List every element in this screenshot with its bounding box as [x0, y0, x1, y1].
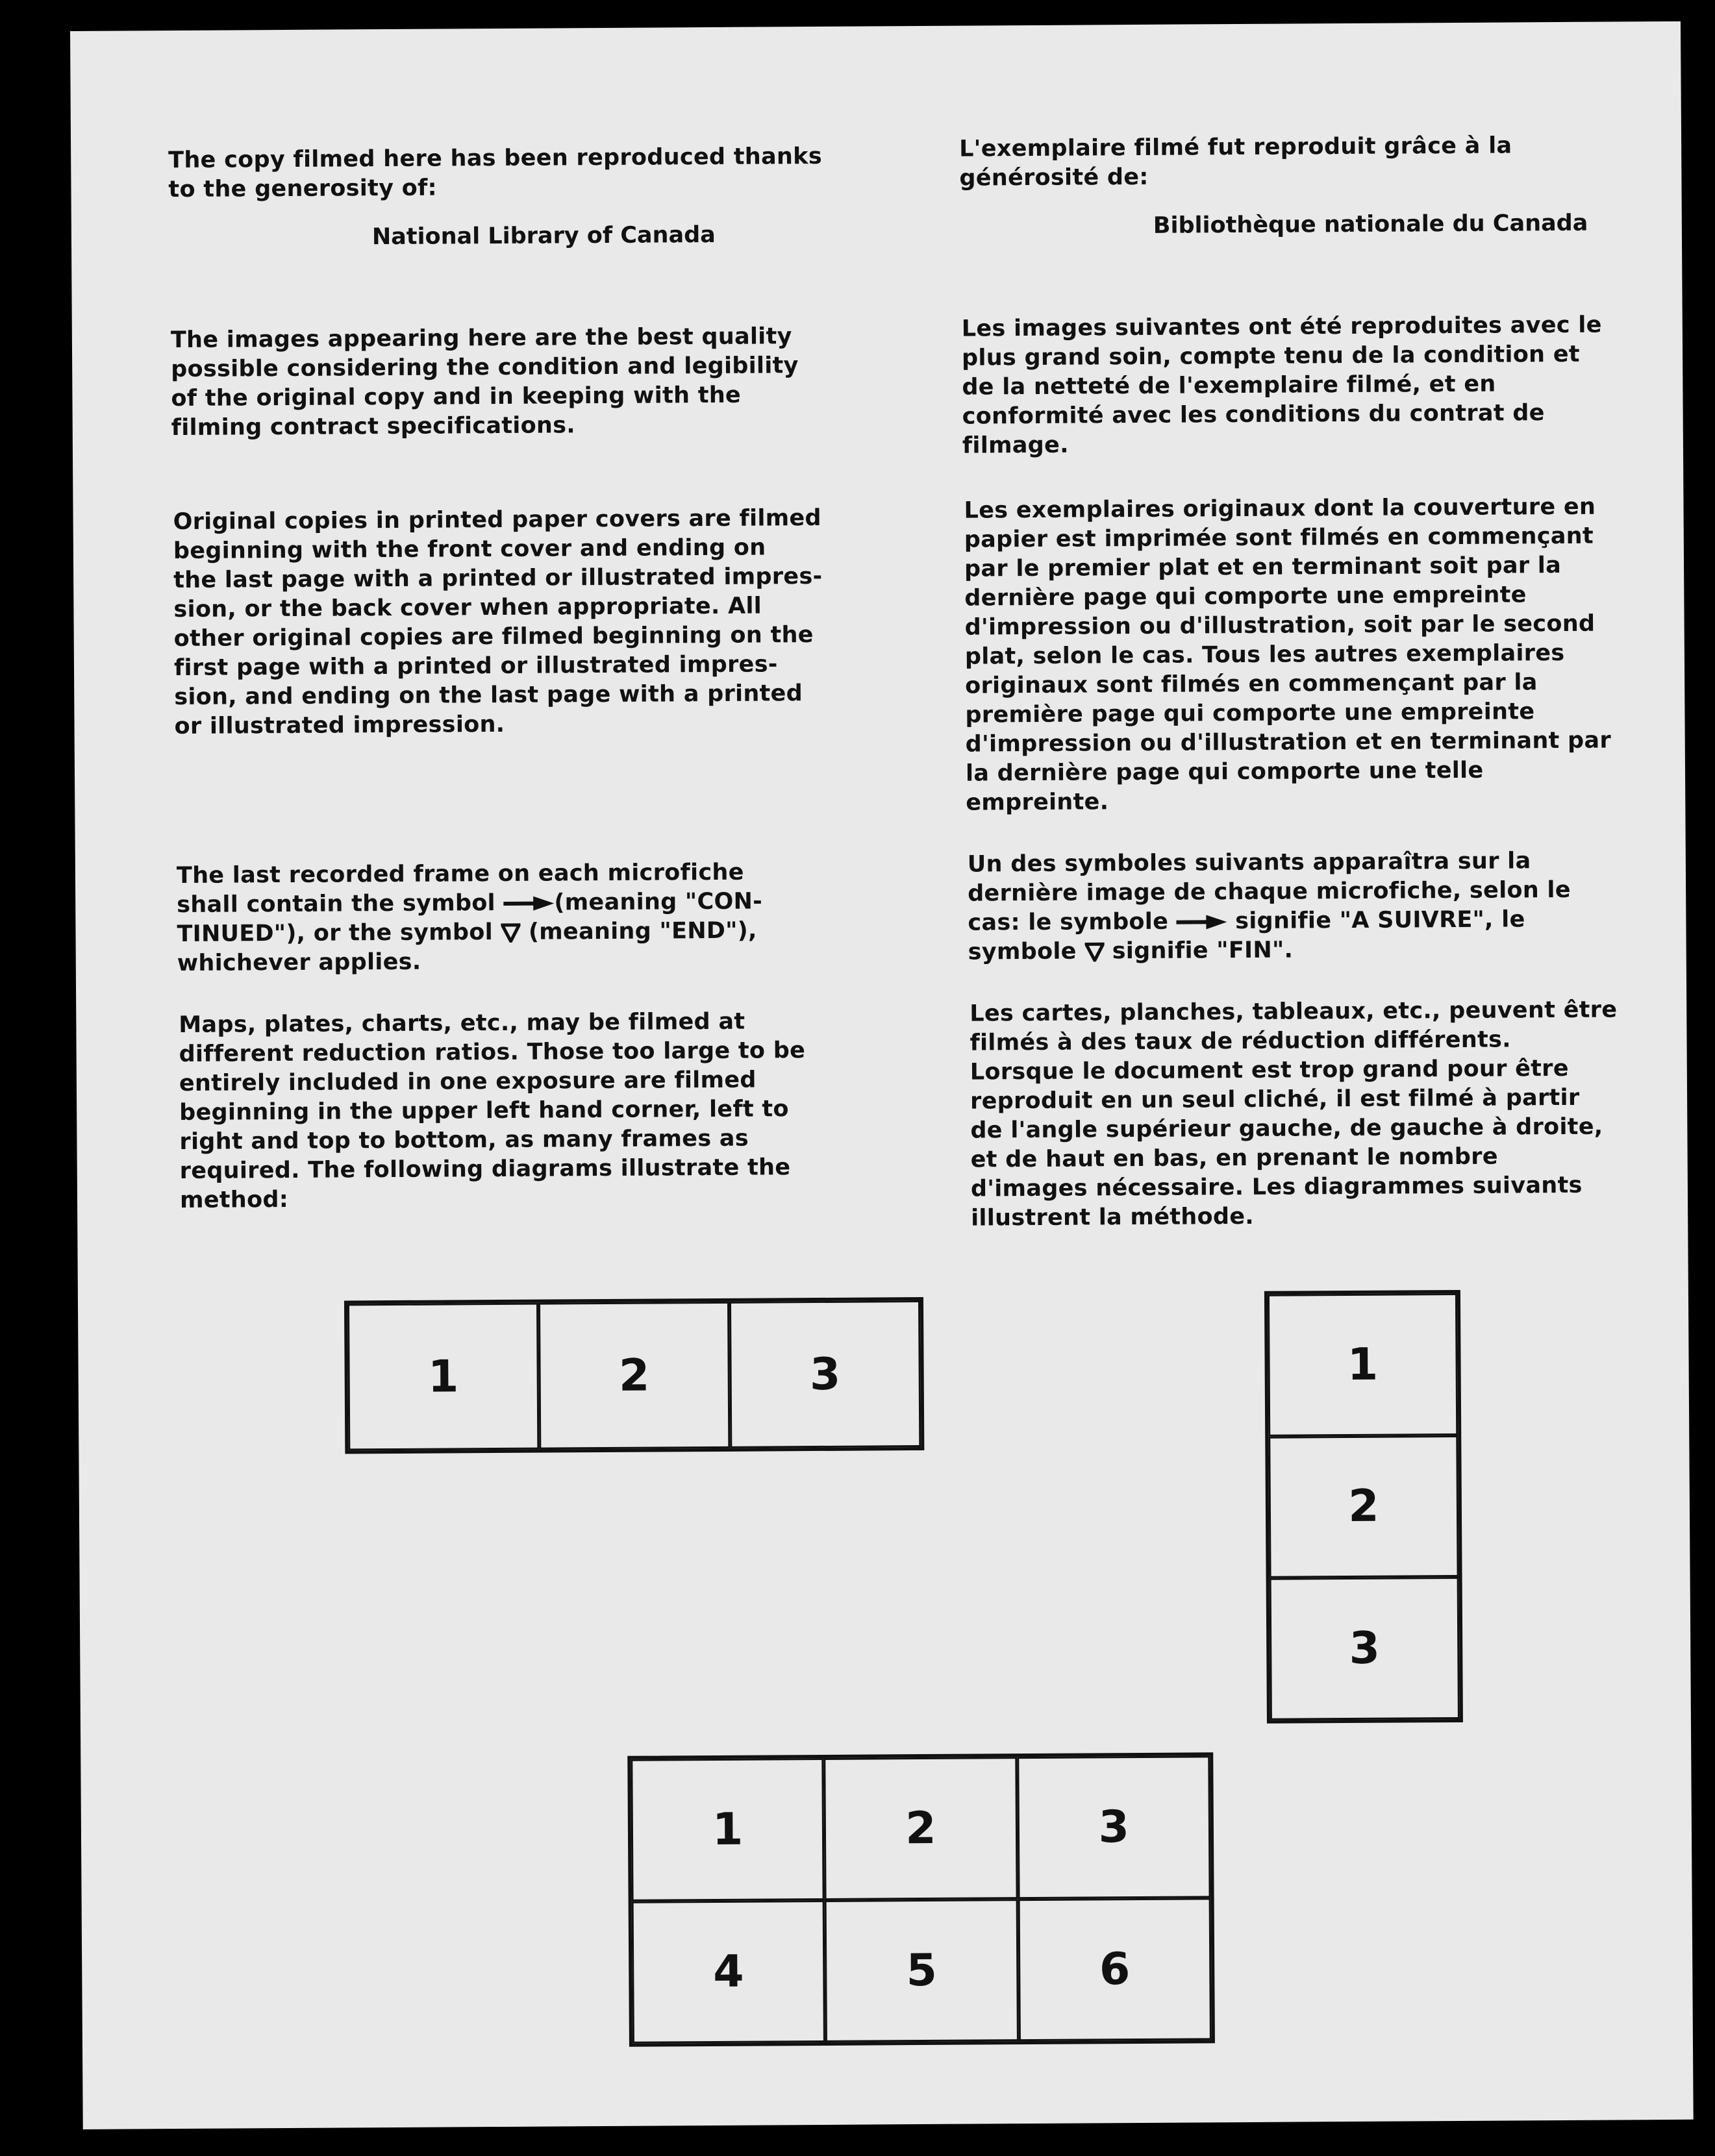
diagram-horizontal-strip — [344, 1297, 924, 1454]
en-symbols-text-1: The last recorded frame on each microfiche shall contain the symbol — [176, 859, 744, 919]
en-library-name: National Library of Canada — [371, 221, 716, 251]
en-symbols-paragraph — [177, 858, 763, 979]
en-originals-paragraph: Original copies in printed paper covers are filmed beginning with the front cover and ending on the last page with a printed or illustrated impres- sion, or the back cover when appropriate. All other original copies are filmed beginning on the first page with a printed or illustrated impres- sion, and ending on the last page with a printed or illustrated impression. — [173, 504, 823, 740]
down-triangle-icon — [501, 923, 520, 943]
fr-symbols-text-3: signifie "FIN". — [1104, 937, 1294, 965]
fr-originals-paragraph: Les exemplaires originaux dont la couverture en papier est imprimée sont filmés en commençant par le premier plat et en terminant soit par la dernière page qui comporte une empreinte d'impression ou d'illustration, soit par le second plat, selon le cas. Tous les autres exemplaires originaux sont filmés en commençant par la première page qui comporte une empreinte d'impression ou d'illustration et en terminant par la dernière page qui comporte une telle empreinte. — [964, 493, 1612, 816]
frame-cell: 5 — [825, 1899, 1019, 2042]
frame-cell: 1 — [347, 1303, 539, 1451]
frame-cell: 1 — [631, 1758, 825, 1902]
en-symbols-text-3: (meaning "END"), whichever applies. — [177, 917, 757, 977]
frame-cell: 2 — [538, 1302, 730, 1450]
frame-cell: 3 — [1270, 1577, 1460, 1720]
en-maps-paragraph: Maps, plates, charts, etc., may be filmed at different reduction ratios. Those too large to be entirely included in one exposure are filmed beginning in the upper left hand corner, left to right and top to bottom, as many frames as required. The following diagrams illustrate the method: — [179, 1008, 806, 1214]
right-arrow-icon — [1177, 914, 1227, 930]
right-arrow-icon — [503, 895, 554, 911]
frame-cell: 3 — [729, 1300, 921, 1448]
diagram-vertical-strip — [1264, 1290, 1463, 1724]
fr-quality-paragraph: Les images suivantes ont été reproduites avec le plus grand soin, compte tenu de la condition et de la netteté de l'exemplaire filmé, et en conformité avec les conditions du contrat de filmage. — [961, 312, 1602, 459]
frame-cell: 6 — [1018, 1898, 1212, 2041]
en-thanks: The copy filmed here has been reproduced thanks to the generosity of: — [168, 143, 823, 203]
en-symbols-text-2: (meaning "CON- TINUED"), or the symbol — [177, 888, 763, 948]
en-quality-paragraph: The images appearing here are the best quality possible considering the condition and legibility of the original copy and in keeping with the filming contract specifications. — [170, 323, 799, 441]
fr-symbols-text-1: Un des symboles suivants apparaîtra sur la dernière image de chaque microfiche, selon le cas: le symbole — [967, 848, 1571, 936]
frame-cell: 2 — [1268, 1435, 1458, 1578]
fr-symbols-paragraph — [968, 847, 1571, 967]
fr-library-name: Bibliothèque nationale du Canada — [1153, 210, 1588, 239]
diagram-grid — [627, 1752, 1215, 2047]
frame-cell: 3 — [1017, 1755, 1211, 1899]
frame-cell: 2 — [824, 1757, 1018, 1900]
fr-symbols-text-2: signifie "A SUIVRE", le symbole — [968, 906, 1525, 965]
filming-notice-page — [70, 21, 1694, 2129]
fr-thanks: L'exemplaire filmé fut reproduit grâce à la générosité de: — [959, 132, 1512, 192]
frame-cell: 4 — [632, 1900, 826, 2044]
down-triangle-icon — [1084, 942, 1104, 961]
fr-maps-paragraph: Les cartes, planches, tableaux, etc., peuvent être filmés à des taux de réduction différents. Lorsque le document est trop grand pour être reproduit en un seul cliché, il est filmé à partir de l'angle supérieur gauche, de gauche à droite, et de haut en bas, en prenant le nombre d'images nécessaire. Les diagrammes suivants illustrent la méthode. — [970, 997, 1618, 1232]
frame-cell: 1 — [1268, 1293, 1458, 1436]
